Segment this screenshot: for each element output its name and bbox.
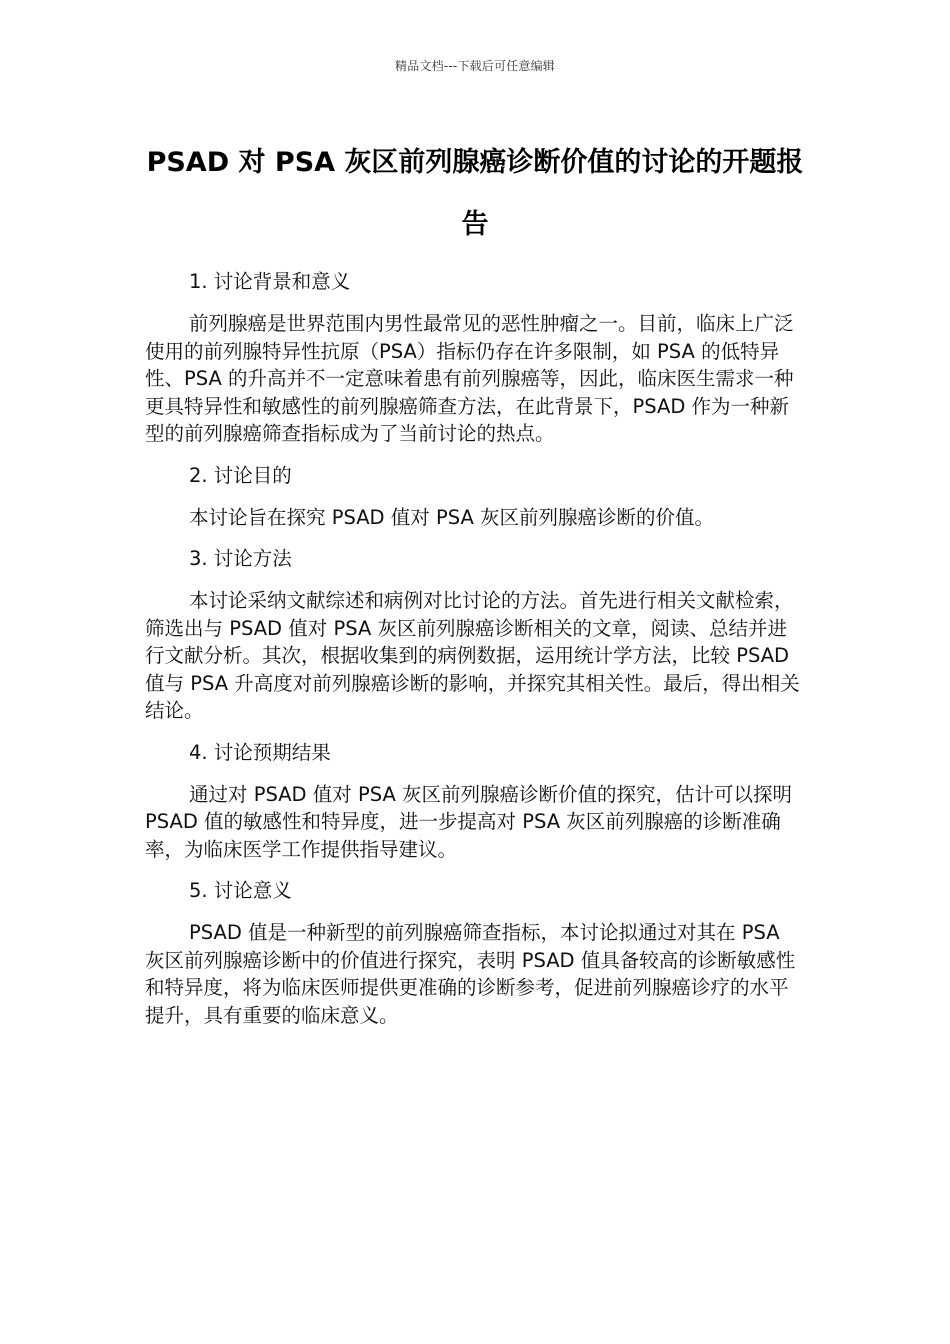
section-heading: 1. 讨论背景和意义 (189, 270, 351, 293)
section-significance (145, 877, 805, 1029)
section-paragraph: 本讨论采纳文献综述和病例对比讨论的方法。首先进行相关文献检索，筛选出与 PSAD 值对 PSA 灰区前列腺癌诊断相关的文章，阅读、总结并进行文献分析。其次，根据收集到的病例数据，运用统计学方法，比较 PSAD 值与 PSA 升高度对前列腺癌诊断的影响，并探究其相关性。最后，得出相关结论。 (145, 589, 800, 722)
section-heading: 2. 讨论目的 (189, 463, 292, 487)
document-title: PSAD 对 PSA 灰区前列腺癌诊断价值的讨论的开题报告 (146, 147, 804, 240)
section-background (145, 268, 805, 448)
section-paragraph: 本讨论旨在探究 PSAD 值对 PSA 灰区前列腺癌诊断的价值。 (189, 505, 714, 529)
section-paragraph: 前列腺癌是世界范围内男性最常见的恶性肿瘤之一。目前，临床上广泛使用的前列腺特异性抗原（PSA）指标仍存在许多限制，如 PSA 的低特异性、PSA 的升高并不一定意味着患有前列腺癌等，因此，临床医生需求一种更具特异性和敏感性的前列腺癌筛查方法，在此背景下，PSAD 作为一种新型的前列腺癌筛查指标成为了当前讨论的热点。 (145, 312, 794, 445)
section-purpose (145, 462, 805, 532)
section-method (145, 545, 805, 725)
section-heading: 4. 讨论预期结果 (189, 740, 331, 764)
section-heading: 3. 讨论方法 (189, 547, 292, 570)
section-heading: 5. 讨论意义 (189, 879, 292, 902)
header-note: 精品文档---下载后可任意编辑 (395, 59, 555, 73)
section-expected-results (145, 739, 805, 864)
document-body (145, 268, 805, 1043)
section-paragraph: PSAD 值是一种新型的前列腺癌筛查指标，本讨论拟通过对其在 PSA 灰区前列腺癌诊断中的价值进行探究，表明 PSAD 值具备较高的诊断敏感性和特异度，将为临床医师提供更准确的诊断参考，促进前列腺癌诊疗的水平提升，具有重要的临床意义。 (145, 921, 796, 1027)
section-paragraph: 通过对 PSAD 值对 PSA 灰区前列腺癌诊断价值的探究，估计可以探明 PSAD 值的敏感性和特异度，进一步提高对 PSA 灰区前列腺癌的诊断准确率，为临床医学工作提供指导建议。 (145, 782, 792, 861)
